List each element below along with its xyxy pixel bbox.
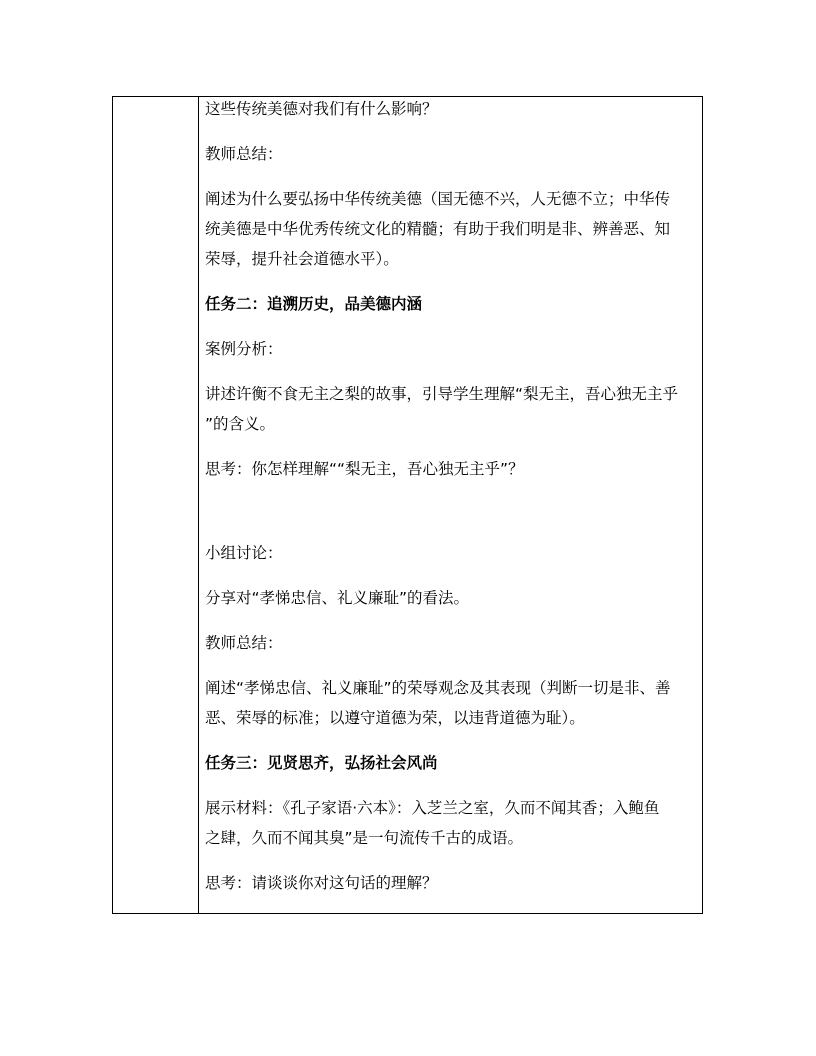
material-text-line-2: 之肆，久而不闻其臭”是一句流传千古的成语。 xyxy=(205,829,524,847)
column-divider xyxy=(198,97,199,913)
summary-text-line-3: 荣辱，提升社会道德水平）。 xyxy=(205,250,399,268)
material-text-line-1: 展示材料：《孔子家语·六本》：入芝兰之室，久而不闻其香；入鲍鱼 xyxy=(205,799,660,817)
teacher-summary-label: 教师总结： xyxy=(205,145,283,163)
teacher-summary-label-2: 教师总结： xyxy=(205,634,283,652)
task-two-heading: 任务二：追溯历史，品美德内涵 xyxy=(205,295,423,313)
discussion-text: 分享对“孝悌忠信、礼义廉耻”的看法。 xyxy=(205,589,470,607)
reflection-question-1: 思考：你怎样理解““梨无主，吾心独无主乎”？ xyxy=(205,460,524,478)
question-line: 这些传统美德对我们有什么影响？ xyxy=(205,100,438,118)
story-text-line-2: ”的含义。 xyxy=(205,415,276,433)
task-three-heading: 任务三：见贤思齐，弘扬社会风尚 xyxy=(205,754,438,772)
summary2-text-line-2: 恶、荣辱的标准；以遵守道德为荣，以违背道德为耻）。 xyxy=(205,709,585,727)
summary2-text-line-1: 阐述“孝悌忠信、礼义廉耻”的荣辱观念及其表现（判断一切是非、善 xyxy=(205,679,671,697)
lesson-plan-table xyxy=(112,96,703,914)
group-discussion-label: 小组讨论： xyxy=(205,544,283,562)
summary-text-line-2: 统美德是中华优秀传统文化的精髓；有助于我们明是非、辨善恶、知 xyxy=(205,220,671,238)
case-analysis-label: 案例分析： xyxy=(205,340,283,358)
summary-text-line-1: 阐述为什么要弘扬中华传统美德（国无德不兴，人无德不立；中华传 xyxy=(205,190,671,208)
reflection-question-2: 思考：请谈谈你对这句话的理解？ xyxy=(205,874,438,892)
story-text-line-1: 讲述许衡不食无主之梨的故事，引导学生理解“梨无主，吾心独无主乎 xyxy=(205,385,679,403)
